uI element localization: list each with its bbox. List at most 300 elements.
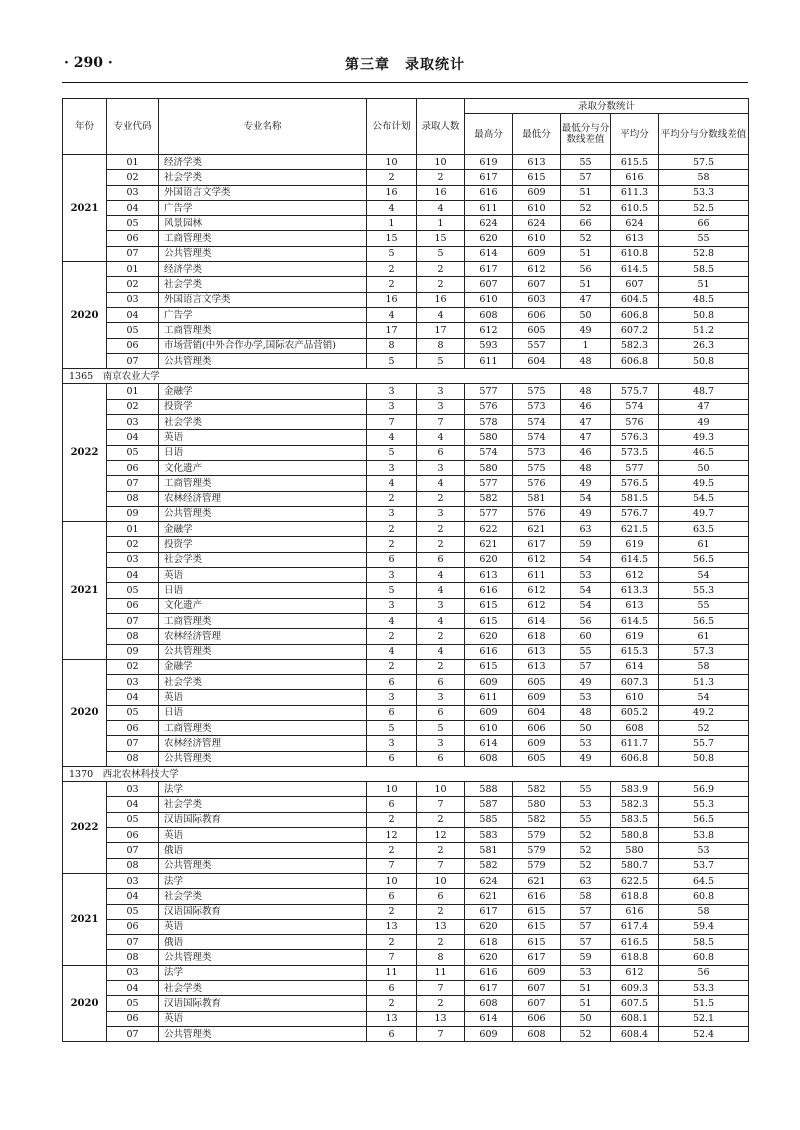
avg-cell: 611.3 — [611, 185, 659, 200]
major-name-cell: 汉语国际教育 — [159, 904, 367, 919]
plan-cell: 3 — [367, 384, 417, 399]
avg-diff-cell: 55.3 — [659, 797, 749, 812]
admitted-cell: 2 — [417, 170, 465, 185]
avg-cell: 622.5 — [611, 873, 659, 888]
min-cell: 604 — [513, 705, 561, 720]
major-name-cell: 社会学类 — [159, 552, 367, 567]
max-cell: 624 — [465, 216, 513, 231]
table-body — [63, 155, 749, 1042]
table-row — [63, 613, 749, 628]
plan-cell: 4 — [367, 644, 417, 659]
plan-cell: 17 — [367, 323, 417, 338]
avg-diff-cell: 48.5 — [659, 292, 749, 307]
admitted-cell: 8 — [417, 338, 465, 353]
code-cell: 08 — [107, 751, 159, 766]
admitted-cell: 6 — [417, 751, 465, 766]
min-cell: 579 — [513, 843, 561, 858]
min-cell: 605 — [513, 323, 561, 338]
avg-diff-cell: 63.5 — [659, 522, 749, 537]
max-cell: 609 — [465, 675, 513, 690]
table-row — [63, 675, 749, 690]
table-row — [63, 262, 749, 277]
avg-diff-cell: 52 — [659, 720, 749, 735]
major-name-cell: 社会学类 — [159, 797, 367, 812]
max-cell: 609 — [465, 1026, 513, 1041]
major-name-cell: 英语 — [159, 430, 367, 445]
plan-cell: 6 — [367, 552, 417, 567]
avg-cell: 581.5 — [611, 491, 659, 506]
avg-diff-cell: 55.7 — [659, 736, 749, 751]
min-cell: 621 — [513, 873, 561, 888]
max-cell: 583 — [465, 828, 513, 843]
admitted-cell: 1 — [417, 216, 465, 231]
admitted-cell: 2 — [417, 904, 465, 919]
major-name-cell: 日语 — [159, 705, 367, 720]
table-row — [63, 384, 749, 399]
major-name-cell: 法学 — [159, 965, 367, 980]
admitted-cell: 7 — [417, 415, 465, 430]
max-cell: 621 — [465, 537, 513, 552]
min-cell: 574 — [513, 415, 561, 430]
admitted-cell: 5 — [417, 720, 465, 735]
code-cell: 03 — [107, 675, 159, 690]
plan-cell: 5 — [367, 720, 417, 735]
min-cell: 613 — [513, 155, 561, 170]
admitted-cell: 3 — [417, 460, 465, 475]
avg-diff-cell: 57.5 — [659, 155, 749, 170]
min-cell: 606 — [513, 307, 561, 322]
year-cell: 2021 — [63, 522, 107, 660]
year-cell: 2021 — [63, 155, 107, 262]
admitted-cell: 3 — [417, 598, 465, 613]
table-row — [63, 323, 749, 338]
table-row — [63, 170, 749, 185]
plan-cell: 2 — [367, 996, 417, 1011]
avg-diff-cell: 48.7 — [659, 384, 749, 399]
code-cell: 06 — [107, 1011, 159, 1026]
avg-diff-cell: 64.5 — [659, 873, 749, 888]
plan-cell: 2 — [367, 537, 417, 552]
plan-cell: 3 — [367, 598, 417, 613]
avg-cell: 614 — [611, 659, 659, 674]
min-cell: 609 — [513, 185, 561, 200]
plan-cell: 13 — [367, 1011, 417, 1026]
max-cell: 610 — [465, 292, 513, 307]
admitted-cell: 7 — [417, 1026, 465, 1041]
avg-cell: 607.2 — [611, 323, 659, 338]
code-cell: 06 — [107, 338, 159, 353]
avg-cell: 582.3 — [611, 797, 659, 812]
avg-cell: 616 — [611, 170, 659, 185]
admitted-cell: 6 — [417, 705, 465, 720]
min-cell: 614 — [513, 613, 561, 628]
min-cell: 604 — [513, 353, 561, 368]
min-diff-cell: 49 — [561, 323, 611, 338]
code-cell: 03 — [107, 782, 159, 797]
avg-diff-cell: 53.8 — [659, 828, 749, 843]
admitted-cell: 6 — [417, 889, 465, 904]
code-cell: 06 — [107, 460, 159, 475]
table-row — [63, 246, 749, 261]
max-cell: 610 — [465, 720, 513, 735]
admitted-cell: 6 — [417, 675, 465, 690]
min-cell: 605 — [513, 675, 561, 690]
min-diff-cell: 58 — [561, 889, 611, 904]
code-cell: 02 — [107, 659, 159, 674]
code-cell: 07 — [107, 843, 159, 858]
avg-diff-cell: 56.5 — [659, 613, 749, 628]
max-cell: 582 — [465, 491, 513, 506]
min-diff-cell: 1 — [561, 338, 611, 353]
major-name-cell: 文化遗产 — [159, 598, 367, 613]
code-cell: 07 — [107, 353, 159, 368]
table-row — [63, 904, 749, 919]
code-cell: 07 — [107, 935, 159, 950]
min-diff-cell: 54 — [561, 598, 611, 613]
max-cell: 615 — [465, 659, 513, 674]
admitted-cell: 3 — [417, 690, 465, 705]
min-diff-cell: 59 — [561, 537, 611, 552]
max-cell: 577 — [465, 476, 513, 491]
admitted-cell: 2 — [417, 537, 465, 552]
avg-cell: 613 — [611, 231, 659, 246]
avg-cell: 582.3 — [611, 338, 659, 353]
avg-cell: 608 — [611, 720, 659, 735]
avg-cell: 619 — [611, 629, 659, 644]
max-cell: 620 — [465, 552, 513, 567]
table-row — [63, 537, 749, 552]
avg-cell: 576.5 — [611, 476, 659, 491]
avg-cell: 576 — [611, 415, 659, 430]
avg-cell: 610.8 — [611, 246, 659, 261]
code-cell: 04 — [107, 690, 159, 705]
avg-diff-cell: 53.3 — [659, 185, 749, 200]
avg-diff-cell: 56.5 — [659, 812, 749, 827]
min-cell: 576 — [513, 476, 561, 491]
avg-diff-cell: 54 — [659, 568, 749, 583]
major-name-cell: 金融学 — [159, 659, 367, 674]
avg-cell: 621.5 — [611, 522, 659, 537]
plan-cell: 2 — [367, 491, 417, 506]
avg-cell: 575.7 — [611, 384, 659, 399]
max-cell: 615 — [465, 613, 513, 628]
major-name-cell: 公共管理类 — [159, 751, 367, 766]
plan-cell: 6 — [367, 705, 417, 720]
plan-cell: 10 — [367, 155, 417, 170]
code-cell: 02 — [107, 277, 159, 292]
avg-diff-cell: 52.4 — [659, 1026, 749, 1041]
admitted-cell: 3 — [417, 384, 465, 399]
max-cell: 619 — [465, 155, 513, 170]
max-cell: 588 — [465, 782, 513, 797]
min-cell: 606 — [513, 720, 561, 735]
major-name-cell: 社会学类 — [159, 415, 367, 430]
avg-diff-cell: 50.8 — [659, 353, 749, 368]
min-diff-cell: 49 — [561, 675, 611, 690]
min-cell: 613 — [513, 644, 561, 659]
major-name-cell: 日语 — [159, 583, 367, 598]
max-cell: 620 — [465, 629, 513, 644]
table-row — [63, 797, 749, 812]
min-diff-cell: 63 — [561, 873, 611, 888]
avg-diff-cell: 52.8 — [659, 246, 749, 261]
min-diff-cell: 49 — [561, 751, 611, 766]
avg-diff-cell: 49.2 — [659, 705, 749, 720]
plan-cell: 16 — [367, 185, 417, 200]
min-cell: 608 — [513, 1026, 561, 1041]
avg-diff-cell: 50 — [659, 460, 749, 475]
max-cell: 576 — [465, 399, 513, 414]
code-cell: 06 — [107, 598, 159, 613]
admission-score-table — [62, 98, 749, 1042]
avg-cell: 610 — [611, 690, 659, 705]
avg-diff-cell: 60.8 — [659, 950, 749, 965]
table-row — [63, 782, 749, 797]
table-row — [63, 353, 749, 368]
min-cell: 582 — [513, 782, 561, 797]
code-cell: 01 — [107, 522, 159, 537]
max-cell: 574 — [465, 445, 513, 460]
table-row — [63, 292, 749, 307]
avg-cell: 614.5 — [611, 262, 659, 277]
max-cell: 614 — [465, 1011, 513, 1026]
code-cell: 05 — [107, 705, 159, 720]
major-name-cell: 法学 — [159, 782, 367, 797]
max-cell: 612 — [465, 323, 513, 338]
major-name-cell: 外国语言文学类 — [159, 185, 367, 200]
plan-cell: 10 — [367, 873, 417, 888]
min-cell: 616 — [513, 889, 561, 904]
table-row — [63, 200, 749, 215]
major-name-cell: 工商管理类 — [159, 613, 367, 628]
admitted-cell: 7 — [417, 797, 465, 812]
admitted-cell: 10 — [417, 782, 465, 797]
avg-diff-cell: 56 — [659, 965, 749, 980]
avg-cell: 580.7 — [611, 858, 659, 873]
table-row — [63, 1026, 749, 1041]
major-name-cell: 公共管理类 — [159, 858, 367, 873]
avg-cell: 624 — [611, 216, 659, 231]
avg-cell: 618.8 — [611, 950, 659, 965]
admitted-cell: 4 — [417, 200, 465, 215]
min-cell: 610 — [513, 231, 561, 246]
max-cell: 621 — [465, 889, 513, 904]
min-cell: 612 — [513, 262, 561, 277]
plan-cell: 6 — [367, 889, 417, 904]
min-cell: 613 — [513, 659, 561, 674]
table-row — [63, 277, 749, 292]
header-avg-diff: 平均分与分数线差值 — [659, 114, 749, 155]
avg-cell: 617.4 — [611, 919, 659, 934]
avg-diff-cell: 60.8 — [659, 889, 749, 904]
code-cell: 03 — [107, 965, 159, 980]
page-number: · 290 · — [64, 55, 113, 71]
min-cell: 605 — [513, 751, 561, 766]
min-cell: 615 — [513, 904, 561, 919]
min-diff-cell: 47 — [561, 292, 611, 307]
min-diff-cell: 55 — [561, 812, 611, 827]
plan-cell: 16 — [367, 292, 417, 307]
table-row — [63, 889, 749, 904]
admitted-cell: 3 — [417, 506, 465, 521]
table-row — [63, 720, 749, 735]
avg-diff-cell: 66 — [659, 216, 749, 231]
avg-diff-cell: 51.3 — [659, 675, 749, 690]
major-name-cell: 农林经济管理 — [159, 736, 367, 751]
plan-cell: 2 — [367, 277, 417, 292]
avg-cell: 614.5 — [611, 552, 659, 567]
avg-diff-cell: 55.3 — [659, 583, 749, 598]
avg-cell: 616 — [611, 904, 659, 919]
table-row — [63, 858, 749, 873]
major-name-cell: 市场营销(中外合作办学,国际农产品营销) — [159, 338, 367, 353]
major-name-cell: 工商管理类 — [159, 476, 367, 491]
min-diff-cell: 47 — [561, 430, 611, 445]
min-cell: 574 — [513, 430, 561, 445]
avg-diff-cell: 51.5 — [659, 996, 749, 1011]
major-name-cell: 投资学 — [159, 399, 367, 414]
min-diff-cell: 46 — [561, 445, 611, 460]
major-name-cell: 经济学类 — [159, 155, 367, 170]
code-cell: 05 — [107, 812, 159, 827]
avg-diff-cell: 51.2 — [659, 323, 749, 338]
plan-cell: 7 — [367, 415, 417, 430]
major-name-cell: 公共管理类 — [159, 246, 367, 261]
header-code: 专业代码 — [107, 99, 159, 155]
avg-cell: 608.4 — [611, 1026, 659, 1041]
min-diff-cell: 52 — [561, 231, 611, 246]
min-cell: 557 — [513, 338, 561, 353]
major-name-cell: 俄语 — [159, 935, 367, 950]
table-row — [63, 873, 749, 888]
max-cell: 578 — [465, 415, 513, 430]
avg-diff-cell: 26.3 — [659, 338, 749, 353]
code-cell: 01 — [107, 262, 159, 277]
min-cell: 607 — [513, 996, 561, 1011]
min-diff-cell: 52 — [561, 1026, 611, 1041]
year-cell: 2020 — [63, 965, 107, 1041]
max-cell: 582 — [465, 858, 513, 873]
admitted-cell: 7 — [417, 981, 465, 996]
min-cell: 575 — [513, 384, 561, 399]
admitted-cell: 17 — [417, 323, 465, 338]
code-cell: 02 — [107, 537, 159, 552]
table-row — [63, 338, 749, 353]
min-diff-cell: 57 — [561, 170, 611, 185]
plan-cell: 2 — [367, 812, 417, 827]
min-diff-cell: 53 — [561, 797, 611, 812]
min-diff-cell: 49 — [561, 506, 611, 521]
avg-cell: 613.3 — [611, 583, 659, 598]
university-name: 1365 南京农业大学 — [63, 369, 749, 384]
admitted-cell: 2 — [417, 262, 465, 277]
major-name-cell: 汉语国际教育 — [159, 812, 367, 827]
avg-cell: 612 — [611, 965, 659, 980]
avg-cell: 613 — [611, 598, 659, 613]
admitted-cell: 2 — [417, 812, 465, 827]
avg-diff-cell: 49 — [659, 415, 749, 430]
year-cell: 2022 — [63, 384, 107, 522]
plan-cell: 6 — [367, 751, 417, 766]
major-name-cell: 农林经济管理 — [159, 491, 367, 506]
admitted-cell: 13 — [417, 919, 465, 934]
code-cell: 04 — [107, 981, 159, 996]
major-name-cell: 日语 — [159, 445, 367, 460]
min-cell: 575 — [513, 460, 561, 475]
table-row — [63, 430, 749, 445]
min-diff-cell: 54 — [561, 583, 611, 598]
table-row — [63, 598, 749, 613]
plan-cell: 3 — [367, 506, 417, 521]
admitted-cell: 4 — [417, 613, 465, 628]
major-name-cell: 汉语国际教育 — [159, 996, 367, 1011]
major-name-cell: 工商管理类 — [159, 323, 367, 338]
min-cell: 615 — [513, 170, 561, 185]
code-cell: 07 — [107, 736, 159, 751]
major-name-cell: 公共管理类 — [159, 644, 367, 659]
admitted-cell: 2 — [417, 491, 465, 506]
table-row — [63, 812, 749, 827]
min-diff-cell: 53 — [561, 736, 611, 751]
min-cell: 581 — [513, 491, 561, 506]
admitted-cell: 15 — [417, 231, 465, 246]
table-row — [63, 522, 749, 537]
max-cell: 581 — [465, 843, 513, 858]
plan-cell: 11 — [367, 965, 417, 980]
max-cell: 585 — [465, 812, 513, 827]
plan-cell: 6 — [367, 675, 417, 690]
min-diff-cell: 50 — [561, 1011, 611, 1026]
table-row — [63, 155, 749, 170]
table-row — [63, 843, 749, 858]
major-name-cell: 英语 — [159, 568, 367, 583]
header-score-group: 录取分数统计 — [465, 99, 749, 114]
major-name-cell: 社会学类 — [159, 277, 367, 292]
admitted-cell: 16 — [417, 185, 465, 200]
code-cell: 08 — [107, 950, 159, 965]
min-diff-cell: 53 — [561, 965, 611, 980]
avg-diff-cell: 46.5 — [659, 445, 749, 460]
code-cell: 01 — [107, 384, 159, 399]
admitted-cell: 2 — [417, 935, 465, 950]
table-row — [63, 736, 749, 751]
min-diff-cell: 63 — [561, 522, 611, 537]
major-name-cell: 公共管理类 — [159, 1026, 367, 1041]
major-name-cell: 社会学类 — [159, 170, 367, 185]
min-diff-cell: 57 — [561, 935, 611, 950]
major-name-cell: 社会学类 — [159, 981, 367, 996]
min-diff-cell: 48 — [561, 460, 611, 475]
code-cell: 04 — [107, 307, 159, 322]
avg-diff-cell: 49.7 — [659, 506, 749, 521]
avg-diff-cell: 50.8 — [659, 751, 749, 766]
max-cell: 616 — [465, 185, 513, 200]
avg-cell: 614.5 — [611, 613, 659, 628]
min-diff-cell: 57 — [561, 659, 611, 674]
admitted-cell: 3 — [417, 399, 465, 414]
admitted-cell: 3 — [417, 736, 465, 751]
avg-diff-cell: 53.7 — [659, 858, 749, 873]
admitted-cell: 10 — [417, 873, 465, 888]
code-cell: 05 — [107, 996, 159, 1011]
table-row — [63, 965, 749, 980]
code-cell: 03 — [107, 552, 159, 567]
min-cell: 607 — [513, 277, 561, 292]
table-row — [63, 705, 749, 720]
code-cell: 05 — [107, 583, 159, 598]
plan-cell: 2 — [367, 522, 417, 537]
min-cell: 579 — [513, 828, 561, 843]
